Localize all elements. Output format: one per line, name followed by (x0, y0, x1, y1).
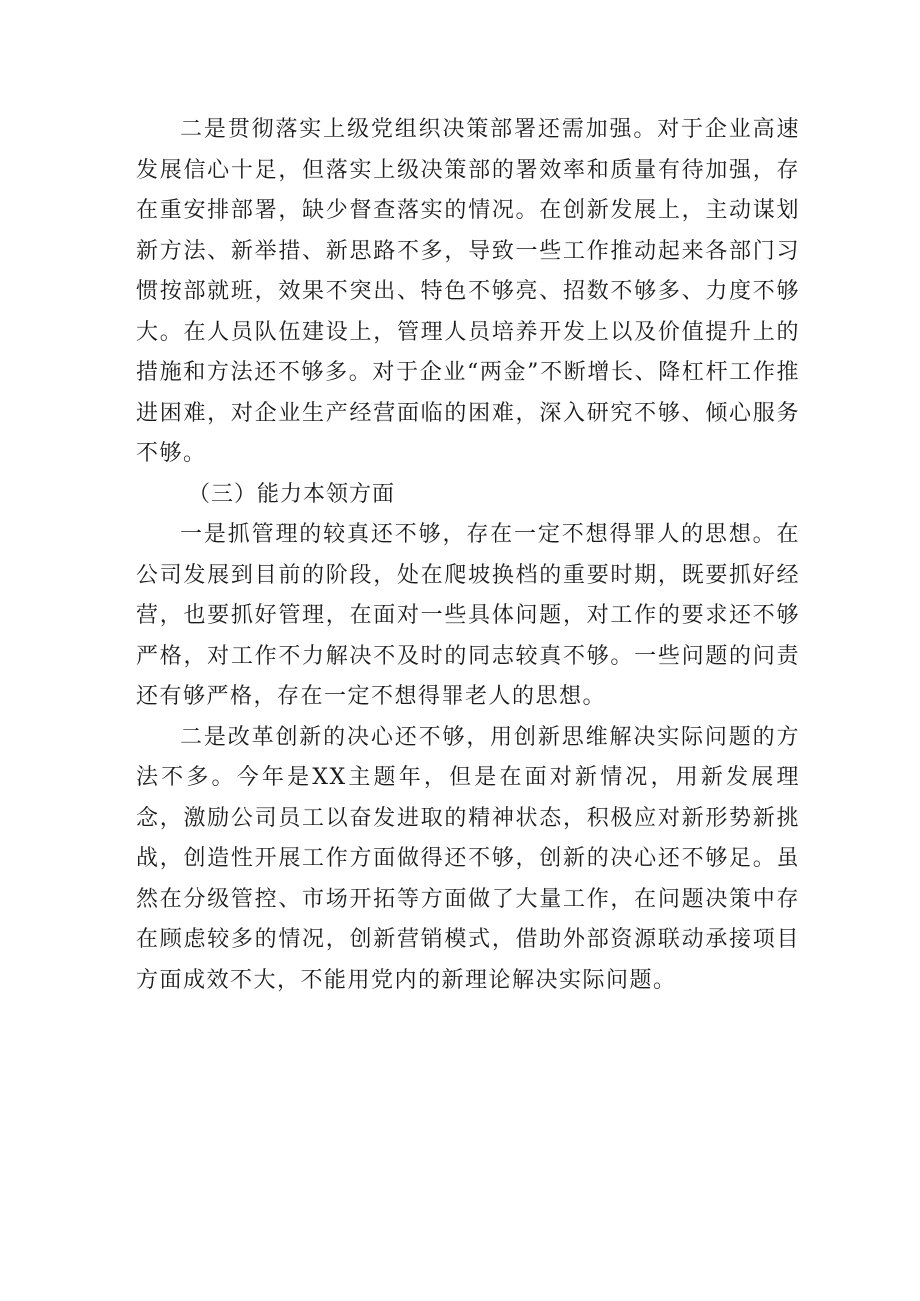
document-body (136, 110, 800, 1001)
section-heading-ability: （三）能力本领方面 (188, 481, 396, 507)
paragraph-management: 一是抓管理的较真还不够，存在一定不想得罪人的思想。在公司发展到目前的阶段，处在爬坡换档的重要时期，既要抓好经营，也要抓好管理，在面对一些具体问题，对工作的要求还不够严格，对工作不力解决不及时的同志较真不够。一些问题的问责还有够严格，存在一定不想得罪老人的思想。 (136, 522, 800, 709)
paragraph-innovation: 二是改革创新的决心还不够，用创新思维解决实际问题的方法不多。今年是XX主题年，但是在面对新情况，用新发展理念，激励公司员工以奋发进取的精神状态，积极应对新形势新挑战，创造性开展工作方面做得还不够，创新的决心还不够足。虽然在分级管控、市场开拓等方面做了大量工作，在问题决策中存在顾虑较多的情况，创新营销模式，借助外部资源联动承接项目方面成效不大，不能用党内的新理论解决实际问题。 (136, 724, 800, 993)
paragraph-implementation: 二是贯彻落实上级党组织决策部署还需加强。对于企业高速发展信心十足，但落实上级决策部的署效率和质量有待加强，存在重安排部署，缺少督查落实的情况。在创新发展上，主动谋划新方法、新举措、新思路不多，导致一些工作推动起来各部门习惯按部就班，效果不突出、特色不够亮、招数不够多、力度不够大。在人员队伍建设上，管理人员培养开发上以及价值提升上的措施和方法还不够多。对于企业“两金”不断增长、降杠杆工作推进困难，对企业生产经营面临的困难，深入研究不够、倾心服务不够。 (136, 117, 800, 466)
